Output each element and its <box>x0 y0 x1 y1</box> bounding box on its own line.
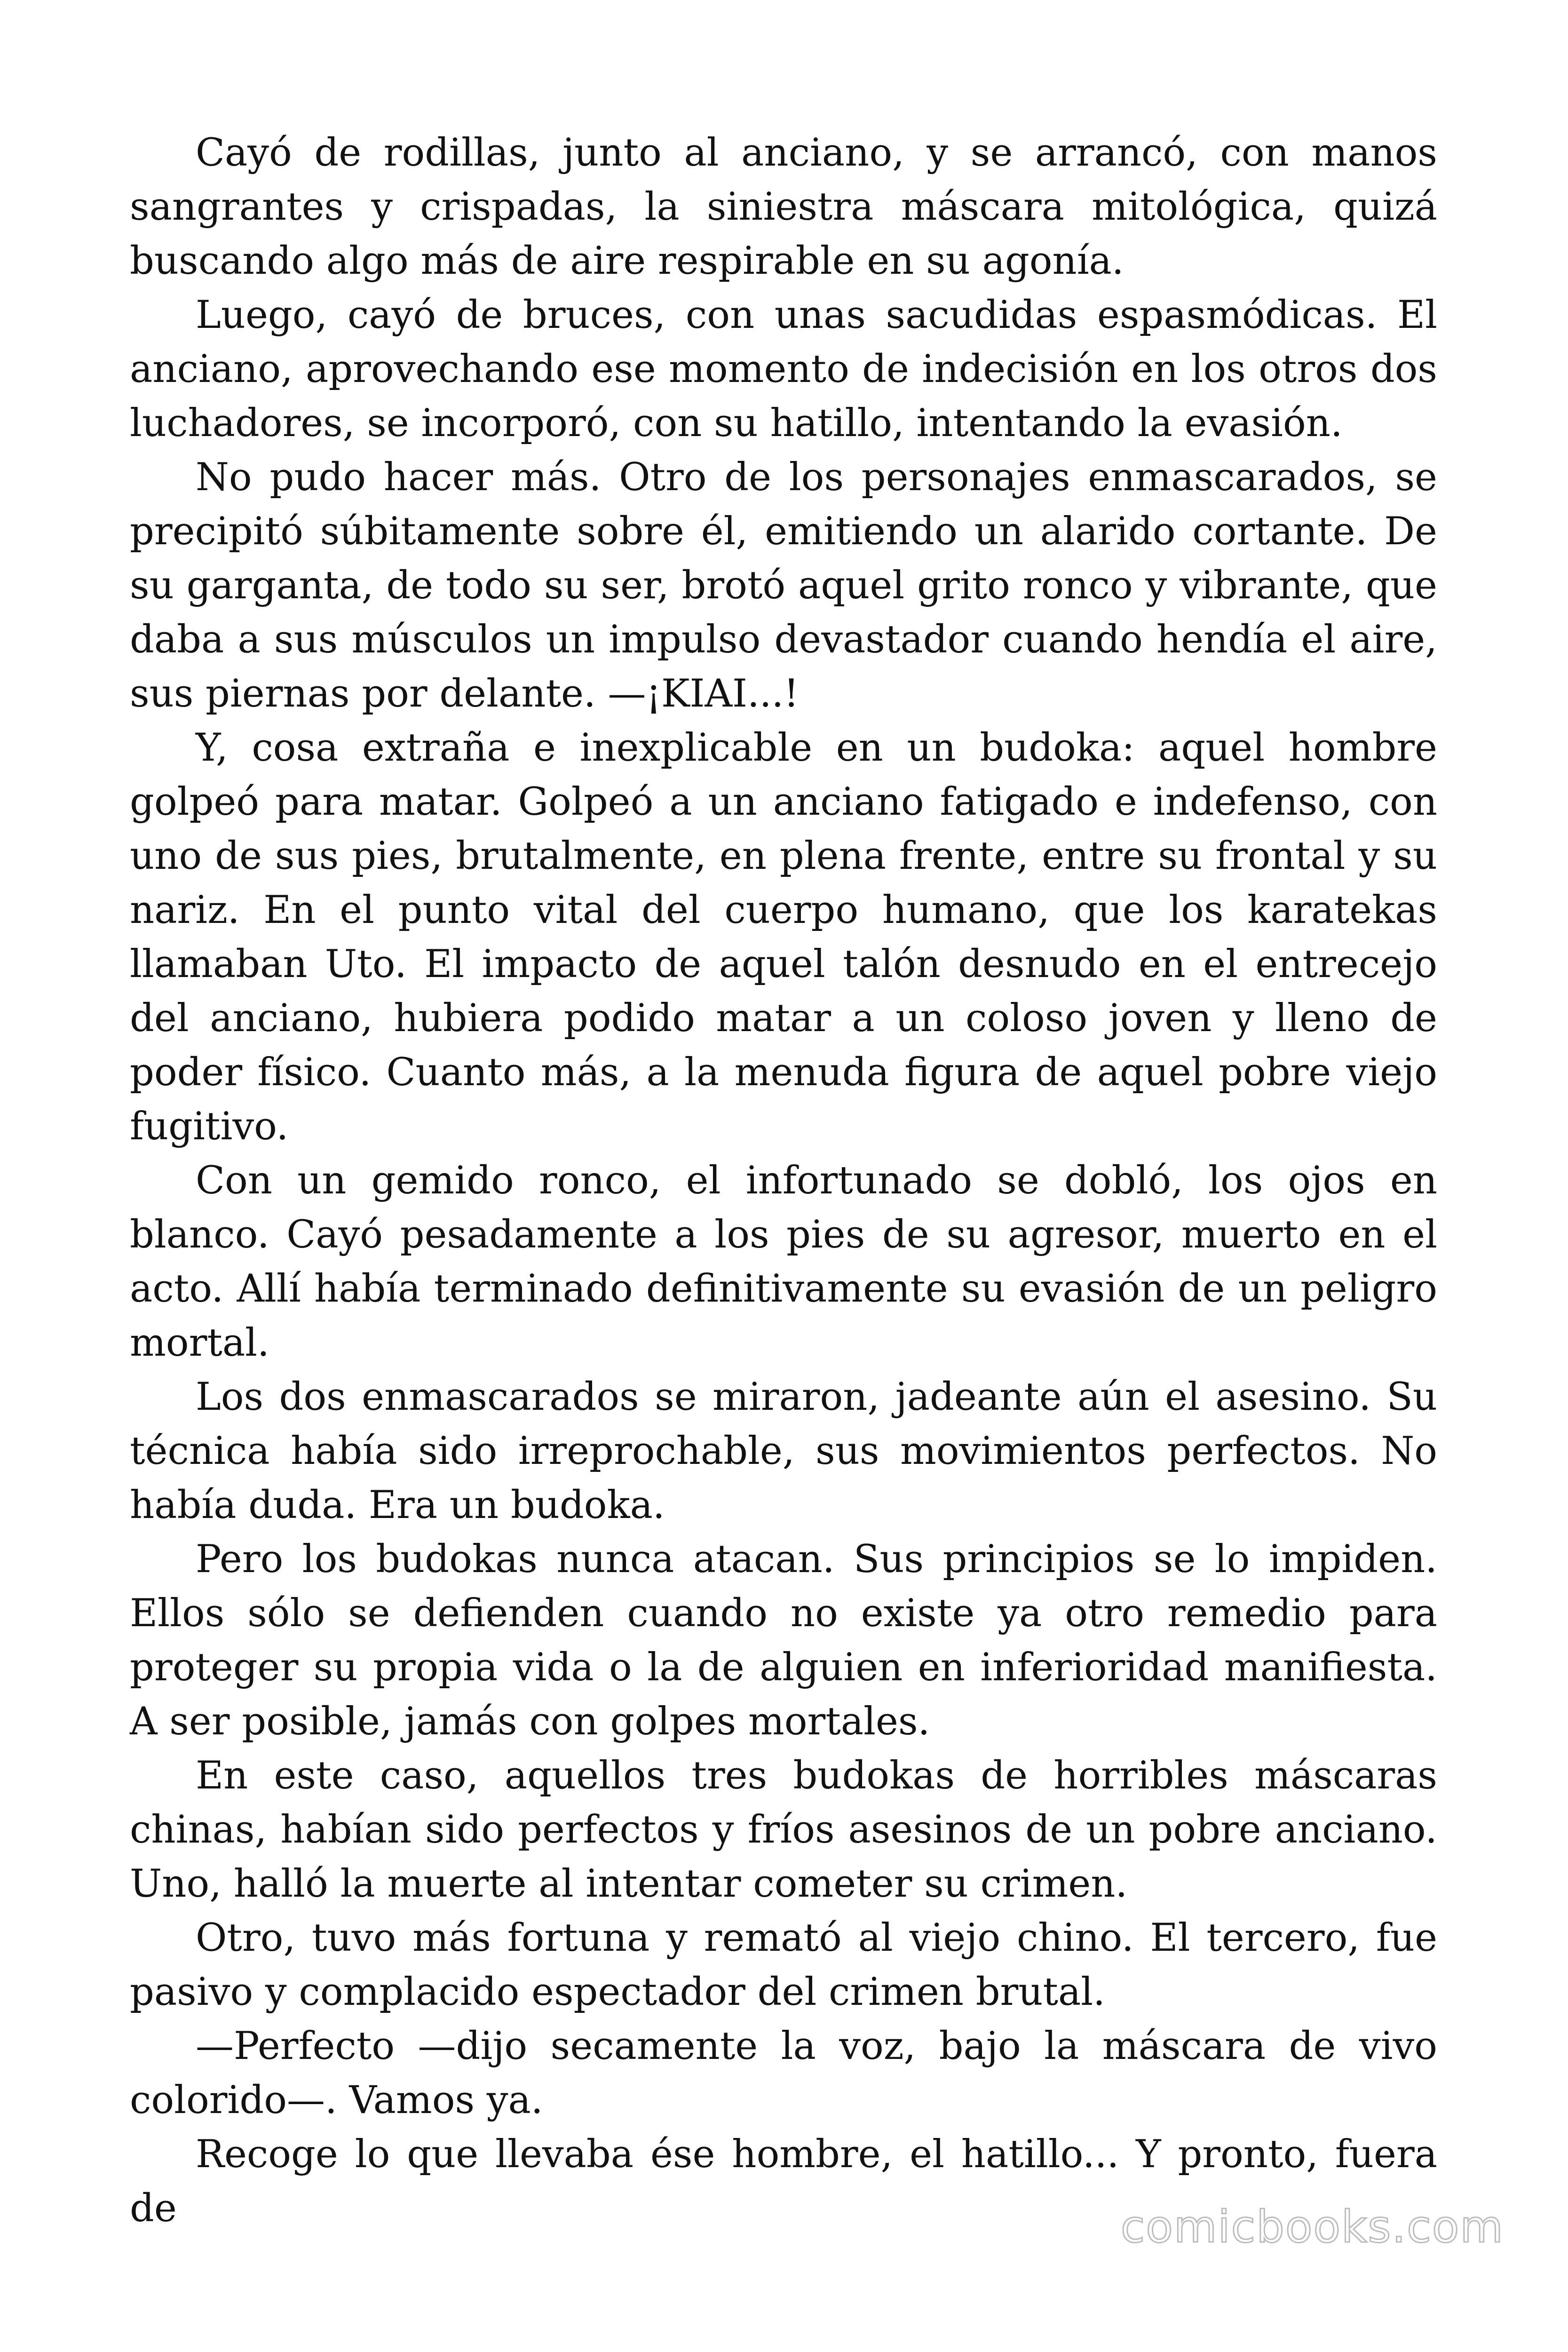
paragraph-11: Recoge lo que llevaba ése hombre, el hatillo... Y pronto, fuera de <box>130 2132 1437 2231</box>
paragraph-6: Los dos enmascarados se miraron, jadeante aún el asesino. Su técnica había sido irreprochable, sus movimientos perfectos. No había duda. Era un budoka. <box>130 1375 1437 1527</box>
paragraph-1: Cayó de rodillas, junto al anciano, y se arrancó, con manos sangrantes y crispadas, la siniestra máscara mitológica, quizá buscando algo más de aire respirable en su agonía. <box>130 131 1437 283</box>
paragraph-7: Pero los budokas nunca atacan. Sus principios se lo impiden. Ellos sólo se defienden cuando no existe ya otro remedio para proteger su propia vida o la de alguien en inferioridad manifiesta. A ser posible, jamás con golpes mortales. <box>130 1537 1437 1744</box>
paragraph-9: Otro, tuvo más fortuna y remató al viejo chino. El tercero, fue pasivo y complacido espectador del crimen brutal. <box>130 1916 1437 2014</box>
paragraph-5: Con un gemido ronco, el infortunado se dobló, los ojos en blanco. Cayó pesadamente a los pies de su agresor, muerto en el acto. Allí había terminado definitivamente su evasión de un peligro mortal. <box>130 1159 1437 1365</box>
paragraph-3: No pudo hacer más. Otro de los personajes enmascarados, se precipitó súbitamente sobre él, emitiendo un alarido cortante. De su garganta, de todo su ser, brotó aquel grito ronco y vibrante, que daba a sus músculos un impulso devastador cuando hendía el aire, sus piernas por delante. —¡KIAI...! <box>130 455 1437 716</box>
site-watermark: comicbooks.com <box>1120 2201 1504 2253</box>
book-page-body <box>130 126 1437 2236</box>
paragraph-10: —Perfecto —dijo secamente la voz, bajo la máscara de vivo colorido—. Vamos ya. <box>130 2024 1437 2122</box>
paragraph-4: Y, cosa extraña e inexplicable en un budoka: aquel hombre golpeó para matar. Golpeó a un anciano fatigado e indefenso, con uno de sus pies, brutalmente, en plena frente, entre su frontal y su nariz. En el punto vital del cuerpo humano, que los karatekas llamaban Uto. El impacto de aquel talón desnudo en el entrecejo del anciano, hubiera podido matar a un coloso joven y lleno de poder físico. Cuanto más, a la menuda figura de aquel pobre viejo fugitivo. <box>130 726 1437 1149</box>
paragraph-2: Luego, cayó de bruces, con unas sacudidas espasmódicas. El anciano, aprovechando ese momento de indecisión en los otros dos luchadores, se incorporó, con su hatillo, intentando la evasión. <box>130 293 1437 445</box>
paragraph-8: En este caso, aquellos tres budokas de horribles máscaras chinas, habían sido perfectos y fríos asesinos de un pobre anciano. Uno, halló la muerte al intentar cometer su crimen. <box>130 1754 1437 1906</box>
